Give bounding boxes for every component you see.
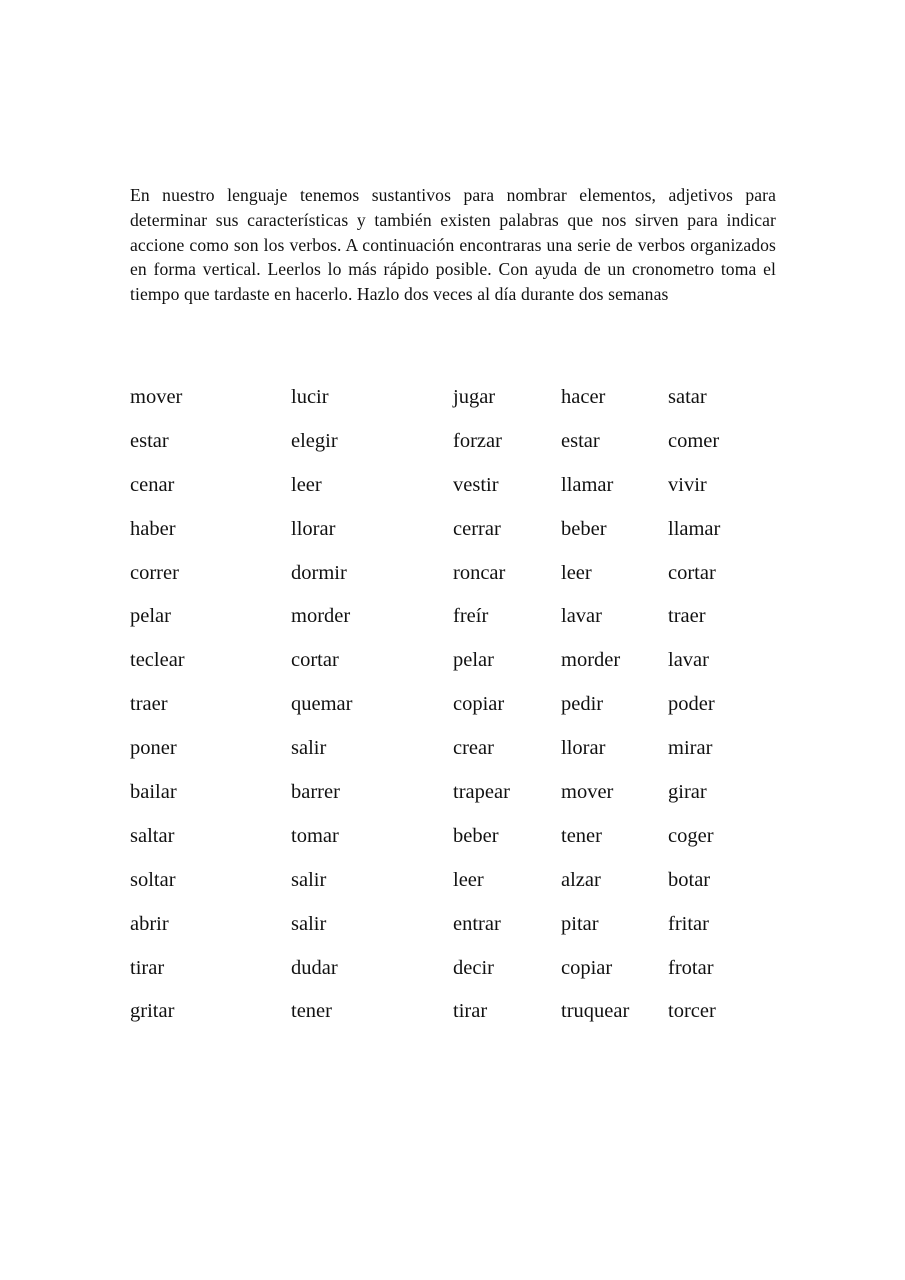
verb-row	[130, 518, 778, 562]
verb-row	[130, 693, 778, 737]
verb-cell: leer	[291, 473, 322, 496]
verb-cell: cenar	[130, 473, 175, 496]
verb-cell: salir	[291, 912, 327, 935]
verb-cell: poder	[668, 693, 715, 716]
verb-cell: traer	[130, 693, 168, 716]
verb-row	[130, 386, 778, 430]
verb-cell: jugar	[453, 386, 496, 408]
verb-cell: abrir	[130, 912, 169, 935]
verb-row	[130, 737, 778, 781]
verb-cell: poner	[130, 737, 177, 760]
verb-cell: estar	[561, 429, 600, 452]
verb-cell: quemar	[291, 693, 353, 716]
verb-row	[130, 825, 778, 869]
verb-cell: tomar	[291, 824, 339, 847]
verb-cell: botar	[668, 868, 711, 891]
verb-cell: cortar	[291, 649, 339, 672]
verb-cell: tirar	[453, 1000, 488, 1023]
verb-cell: salir	[291, 868, 327, 891]
verb-cell: forzar	[453, 429, 502, 452]
verb-cell: mover	[561, 781, 614, 804]
verb-cell: truquear	[561, 1000, 630, 1023]
verb-row	[130, 1000, 778, 1044]
verb-cell: soltar	[130, 868, 176, 891]
verb-cell: correr	[130, 561, 179, 584]
verb-cell: dudar	[291, 956, 338, 979]
verb-cell: lavar	[561, 605, 602, 628]
verb-cell: haber	[130, 517, 176, 540]
verb-cell: saltar	[130, 824, 175, 847]
verb-row	[130, 605, 778, 649]
verb-cell: freír	[453, 605, 489, 628]
verb-cell: estar	[130, 429, 169, 452]
verb-cell: tirar	[130, 956, 165, 979]
verb-cell: pedir	[561, 693, 604, 716]
verb-row	[130, 913, 778, 957]
verb-cell: teclear	[130, 649, 185, 672]
verb-cell: lavar	[668, 649, 709, 672]
verb-table	[130, 386, 778, 1044]
verb-cell: salir	[291, 737, 327, 760]
verb-cell: cerrar	[453, 517, 501, 540]
verb-cell: morder	[291, 605, 351, 628]
verb-row	[130, 474, 778, 518]
verb-cell: comer	[668, 429, 720, 452]
verb-cell: bailar	[130, 781, 177, 804]
verb-cell: pelar	[453, 649, 494, 672]
verb-row	[130, 649, 778, 693]
verb-cell: llamar	[561, 473, 614, 496]
verb-cell: crear	[453, 737, 494, 760]
verb-cell: vivir	[668, 473, 707, 496]
verb-cell: leer	[561, 561, 592, 584]
verb-cell: pitar	[561, 912, 599, 935]
verb-row	[130, 781, 778, 825]
verb-cell: copiar	[453, 693, 505, 716]
verb-cell: leer	[453, 868, 484, 891]
verb-row	[130, 957, 778, 1001]
verb-cell: lucir	[291, 386, 329, 408]
verb-row	[130, 869, 778, 913]
verb-cell: cortar	[668, 561, 716, 584]
verb-cell: satar	[668, 386, 707, 408]
verb-cell: llorar	[561, 737, 606, 760]
verb-cell: fritar	[668, 912, 709, 935]
verb-cell: elegir	[291, 429, 338, 452]
verb-cell: beber	[561, 517, 607, 540]
verb-cell: trapear	[453, 781, 510, 804]
verb-cell: frotar	[668, 956, 714, 979]
verb-row	[130, 562, 778, 606]
verb-row	[130, 430, 778, 474]
verb-cell: mover	[130, 386, 183, 408]
verb-cell: roncar	[453, 561, 506, 584]
verb-cell: mirar	[668, 737, 713, 760]
verb-cell: traer	[668, 605, 706, 628]
verb-cell: hacer	[561, 386, 606, 408]
intro-paragraph: En nuestro lenguaje tenemos sustantivos para nombrar elementos, adjetivos para determinar sus características y también existen palabras que nos sirven para indicar accione como son los verbos. A continuación encontraras una serie de verbos organizados en forma vertical. Leerlos lo más rápido posible. Con ayuda de un cronometro toma el tiempo que tardaste en hacerlo. Hazlo dos veces al día durante dos semanas	[130, 185, 776, 305]
verb-cell: tener	[291, 1000, 332, 1023]
verb-cell: llorar	[291, 517, 336, 540]
verb-table-body	[130, 386, 778, 1044]
verb-cell: girar	[668, 781, 707, 804]
verb-cell: vestir	[453, 473, 499, 496]
verb-cell: gritar	[130, 1000, 175, 1023]
verb-cell: copiar	[561, 956, 613, 979]
verb-cell: alzar	[561, 868, 601, 891]
verb-cell: pelar	[130, 605, 171, 628]
verb-cell: morder	[561, 649, 621, 672]
verb-cell: llamar	[668, 517, 721, 540]
verb-cell: decir	[453, 956, 494, 979]
verb-cell: barrer	[291, 781, 340, 804]
verb-cell: coger	[668, 824, 714, 847]
verb-cell: entrar	[453, 912, 501, 935]
verb-cell: torcer	[668, 1000, 716, 1023]
verb-cell: dormir	[291, 561, 347, 584]
verb-cell: beber	[453, 824, 499, 847]
verb-cell: tener	[561, 824, 602, 847]
